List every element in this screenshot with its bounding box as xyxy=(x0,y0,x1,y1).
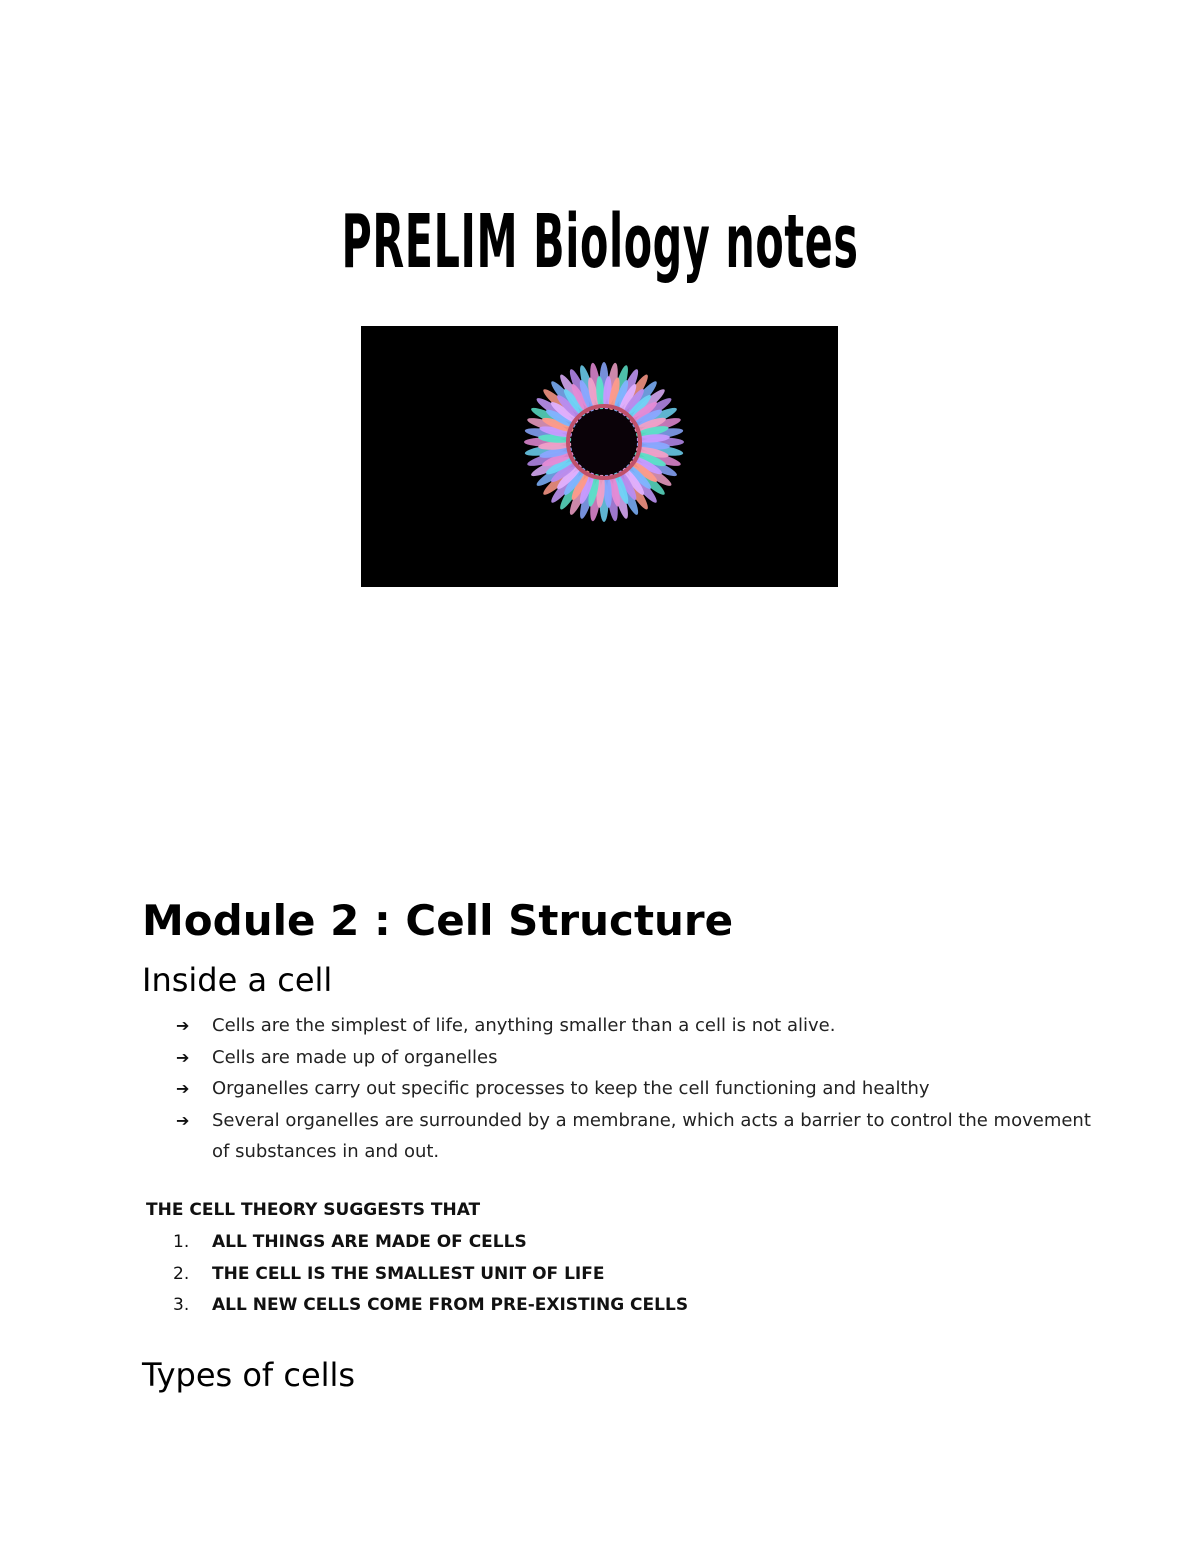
list-number: 1. xyxy=(173,1232,190,1252)
cell-theory-list xyxy=(0,1227,1100,1322)
arrow-bullet-icon: ➔ xyxy=(176,1016,190,1035)
cell-core xyxy=(571,409,637,475)
module-heading: Module 2 : Cell Structure xyxy=(142,896,734,945)
list-item-text: Several organelles are surrounded by a membrane, which acts a barrier to control the movement of substances in and out. xyxy=(212,1109,1091,1162)
list-item-text: ALL NEW CELLS COME FROM PRE-EXISTING CELLS xyxy=(212,1295,689,1315)
arrow-bullet-icon: ➔ xyxy=(176,1110,190,1130)
list-item xyxy=(0,1290,1100,1322)
list-item xyxy=(0,1259,1100,1291)
list-item xyxy=(0,1105,1100,1168)
list-number: 2. xyxy=(173,1263,190,1284)
list-item-text: Cells are the simplest of life, anything smaller than a cell is not alive. xyxy=(212,1015,836,1036)
arrow-bullet-icon: ➔ xyxy=(176,1079,190,1098)
list-item-text: Cells are made up of organelles xyxy=(212,1046,498,1068)
list-item-text: Organelles carry out specific processes to keep the cell functioning and healthy xyxy=(212,1078,930,1099)
cell-ring-icon xyxy=(361,326,838,587)
list-item xyxy=(0,1010,1100,1042)
cell-ring-image xyxy=(361,326,838,587)
section-heading-inside-a-cell: Inside a cell xyxy=(142,961,333,999)
cell-theory-heading: THE CELL THEORY SUGGESTS THAT xyxy=(146,1200,481,1220)
inside-a-cell-list xyxy=(0,1010,1100,1168)
list-item-text: THE CELL IS THE SMALLEST UNIT OF LIFE xyxy=(212,1263,605,1284)
list-item xyxy=(0,1227,1100,1259)
arrow-bullet-icon: ➔ xyxy=(176,1047,190,1067)
list-item-text: ALL THINGS ARE MADE OF CELLS xyxy=(212,1232,527,1252)
list-number: 3. xyxy=(173,1295,190,1315)
list-item xyxy=(0,1042,1100,1074)
list-item xyxy=(0,1073,1100,1105)
page-title: PRELIM Biology notes xyxy=(341,199,859,285)
section-heading-types-of-cells: Types of cells xyxy=(142,1356,356,1394)
